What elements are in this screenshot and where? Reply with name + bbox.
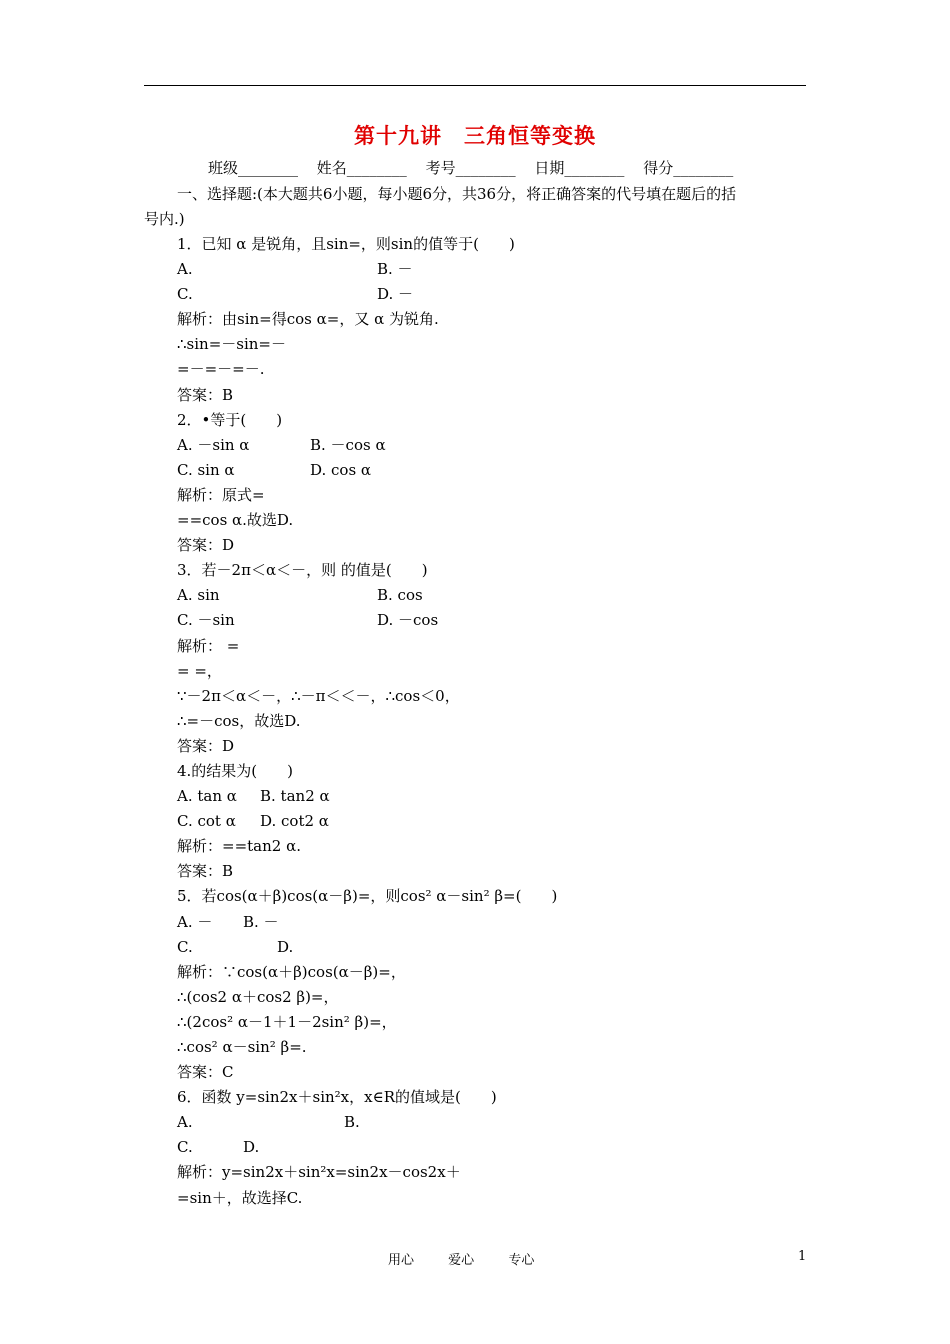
line-text: 答案：B xyxy=(177,385,234,404)
score-field: 得分________ xyxy=(643,159,734,177)
content-line xyxy=(177,1035,557,1060)
date-field: 日期________ xyxy=(534,159,625,177)
option-text: D. cot2 α xyxy=(260,812,329,831)
content-line xyxy=(177,307,557,332)
line-text: A. tan α xyxy=(177,787,237,806)
content-line xyxy=(177,383,557,408)
option-text: B. －cos α xyxy=(310,435,386,454)
section-instructions xyxy=(144,182,810,232)
line-text: ==cos α.故选D. xyxy=(177,511,294,530)
content-line xyxy=(177,583,557,608)
line-text: A. xyxy=(177,260,193,279)
line-text: C. xyxy=(177,937,193,956)
footer-item: 爱心 xyxy=(448,1253,475,1268)
line-text: A. －sin α xyxy=(177,435,250,454)
option-text: D. xyxy=(277,937,294,956)
line-text: C. xyxy=(177,1138,193,1157)
line-text: 解析：∵cos(α＋β)cos(α－β)=， xyxy=(177,962,406,981)
content-line xyxy=(177,985,557,1010)
line-text: 解析：由sin=得cos α=，又 α 为锐角. xyxy=(177,310,439,329)
content-line xyxy=(177,1110,557,1135)
option-text: B. － xyxy=(377,260,413,279)
line-text: 6．函数 y=sin2x＋sin²x，x∈R的值域是( ) xyxy=(177,1088,497,1107)
line-text: C. sin α xyxy=(177,460,235,479)
exam-number-field: 考号________ xyxy=(425,159,516,177)
option-text: B. cos xyxy=(377,586,423,605)
line-text: ∴=－cos，故选D. xyxy=(177,711,301,730)
line-text: 答案：D xyxy=(177,536,235,555)
line-text: 答案：B xyxy=(177,862,234,881)
footer-slogan xyxy=(388,1249,564,1268)
content-line xyxy=(177,232,557,257)
content-line xyxy=(177,659,557,684)
line-text: C. xyxy=(177,285,193,304)
option-text: D. － xyxy=(377,285,414,304)
content-line xyxy=(177,483,557,508)
line-text: 解析： = xyxy=(177,636,240,655)
line-text: 解析：原式= xyxy=(177,485,265,504)
content-line xyxy=(177,433,557,458)
line-text: ∵－2π＜α＜－，∴－π＜＜－，∴cos＜0， xyxy=(177,686,460,705)
line-text: 1．已知 α 是锐角，且sin=，则sin的值等于( ) xyxy=(177,235,515,253)
content-line xyxy=(177,332,557,357)
line-text: ∴(cos2 α＋cos2 β)=， xyxy=(177,987,339,1006)
line-text: 答案：C xyxy=(177,1063,234,1082)
content-line xyxy=(177,1186,557,1211)
instructions-line-2: 号内.) xyxy=(144,210,185,228)
page-title: 第十九讲 三角恒等变换 xyxy=(354,123,596,148)
option-text: B. tan2 α xyxy=(260,787,330,806)
content-line xyxy=(177,759,557,784)
content-line xyxy=(177,1085,557,1110)
line-text: A. sin xyxy=(177,586,220,605)
content-line xyxy=(177,1160,557,1185)
line-text: C. cot α xyxy=(177,812,236,831)
content-line xyxy=(177,859,557,884)
footer-item: 用心 xyxy=(388,1253,415,1268)
line-text: =sin＋，故选择C. xyxy=(177,1188,303,1207)
content-line xyxy=(177,282,557,307)
option-text: D. －cos xyxy=(377,611,439,630)
content-line xyxy=(177,834,557,859)
line-text: ∴cos² α－sin² β=. xyxy=(177,1038,307,1056)
line-text: = =， xyxy=(177,661,222,680)
content-line xyxy=(177,935,557,960)
line-text: 解析：==tan2 α. xyxy=(177,837,301,856)
student-info-line xyxy=(208,157,747,178)
line-text: ∴sin=－sin=－ xyxy=(177,335,286,354)
content-line xyxy=(177,458,557,483)
content-line xyxy=(177,734,557,759)
content-line xyxy=(177,634,557,659)
option-text: D. cos α xyxy=(310,460,372,479)
line-text: =－=－=－. xyxy=(177,360,265,379)
content-line xyxy=(177,910,557,935)
content-line xyxy=(177,533,557,558)
line-text: 2．•等于( ) xyxy=(177,410,283,429)
header-rule xyxy=(144,85,806,86)
content-line xyxy=(177,884,557,909)
content-line xyxy=(177,357,557,382)
line-text: A. － xyxy=(177,912,213,931)
line-text: 3．若－2π＜α＜－，则 的值是( ) xyxy=(177,561,428,580)
content-line xyxy=(177,1010,557,1035)
option-text: D. xyxy=(243,1138,260,1157)
content-line xyxy=(177,1060,557,1085)
line-text: ∴(2cos² α－1＋1－2sin² β)=， xyxy=(177,1012,397,1031)
content-line xyxy=(177,1135,557,1160)
line-text: 5．若cos(α＋β)cos(α－β)=，则cos² α－sin² β=( ) xyxy=(177,887,558,906)
content-line xyxy=(177,684,557,709)
content-line xyxy=(177,508,557,533)
content-line xyxy=(177,809,557,834)
class-field: 班级________ xyxy=(208,159,299,177)
option-text: B. xyxy=(344,1113,360,1132)
instructions-line-1: 一、选择题:(本大题共6小题，每小题6分，共36分，将正确答案的代号填在题后的括 xyxy=(177,185,737,203)
line-text: 解析：y=sin2x＋sin²x=sin2x－cos2x＋ xyxy=(177,1163,461,1182)
name-field: 姓名________ xyxy=(316,159,407,177)
footer-item: 专心 xyxy=(508,1253,535,1268)
content-line xyxy=(177,960,557,985)
line-text: A. xyxy=(177,1113,193,1132)
line-text: 4.的结果为( ) xyxy=(177,761,294,780)
question-content xyxy=(177,232,557,1211)
option-text: B. － xyxy=(243,912,279,931)
content-line xyxy=(177,408,557,433)
content-line xyxy=(177,709,557,734)
content-line xyxy=(177,784,557,809)
line-text: 答案：D xyxy=(177,736,235,755)
content-line xyxy=(177,608,557,633)
page-number: 1 xyxy=(798,1249,807,1264)
line-text: C. －sin xyxy=(177,611,235,630)
content-line xyxy=(177,558,557,583)
content-line xyxy=(177,257,557,282)
